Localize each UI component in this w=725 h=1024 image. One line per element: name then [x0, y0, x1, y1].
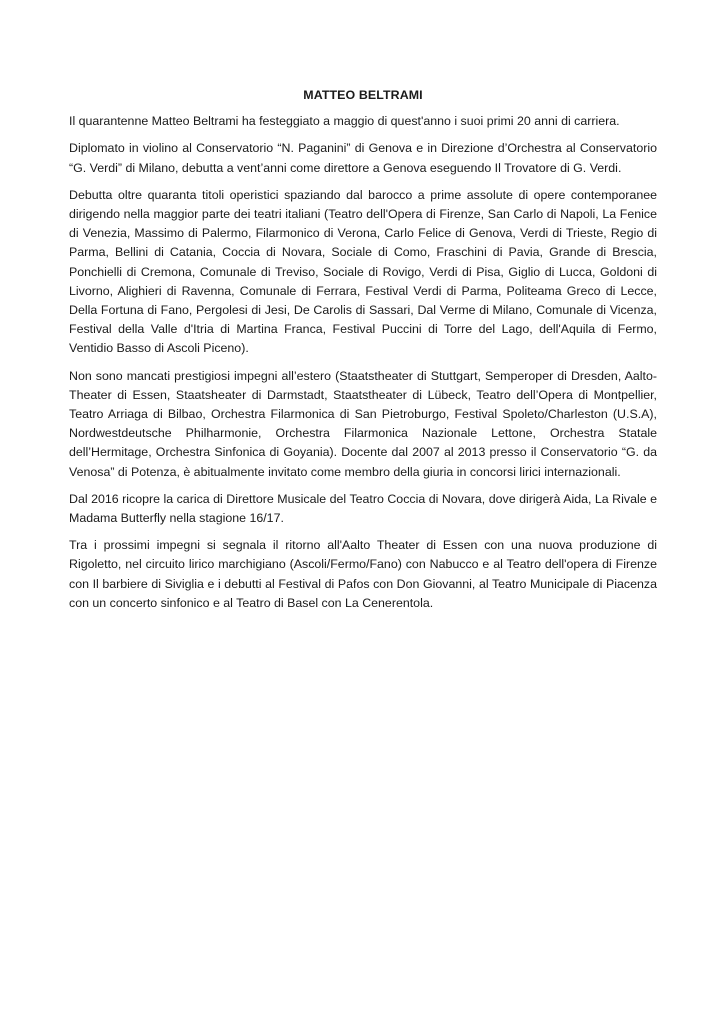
paragraph-novara: Dal 2016 ricopre la carica di Direttore Musicale del Teatro Coccia di Novara, dove dirigerà Aida, La Rivale e Madama Butterfly nella stagione 16/17. [69, 491, 657, 526]
paragraph-career-anniversary: Il quarantenne Matteo Beltrami ha festeggiato a maggio di quest'anno i suoi primi 20 anni di carriera. [69, 114, 620, 129]
paragraph-italian-theatres: Debutta oltre quaranta titoli operistici spaziando dal barocco a prime assolute di opere contemporanee dirigendo nella maggior parte dei teatri italiani (Teatro dell'Opera di Firenze, San Carlo di Napoli, La Fenice di Venezia, Massimo di Palermo, Filarmonico di Verona, Carlo Felice di Genova, Verdi di Trieste, Regio di Parma, Bellini di Catania, Coccia di Novara, Sociale di Como, Fraschini di Pavia, Grande di Brescia, Ponchielli di Cremona, Comunale di Treviso, Sociale di Rovigo, Verdi di Pisa, Giglio di Lucca, Goldoni di Livorno, Alighieri di Ravenna, Comunale di Ferrara, Festival Verdi di Parma, Politeama Greco di Lecce, Della Fortuna di Fano, Pergolesi di Jesi, De Carolis di Sassari, Dal Verme di Milano, Comunale di Vicenza, Festival della Valle d'Itria di Martina Franca, Festival Puccini di Torre del Lago, dell'Aquila di Fermo, Ventidio Basso di Ascoli Piceno). [69, 187, 657, 356]
paragraph-upcoming: Tra i prossimi impegni si segnala il ritorno all'Aalto Theater di Essen con una nuova produzione di Rigoletto, nel circuito lirico marchigiano (Ascoli/Fermo/Fano) con Nabucco e al Teatro dell'opera di Firenze con Il barbiere di Siviglia e i debutti al Festival di Pafos con Don Giovanni, al Teatro Municipale di Piacenza con un concerto sinfonico e al Teatro di Basel con La Cenerentola. [69, 538, 657, 610]
paragraph-education: Diplomato in violino al Conservatorio “N. Paganini” di Genova e in Direzione d’Orchestra al Conservatorio “G. Verdi” di Milano, debutta a vent’anni come direttore a Genova eseguendo Il Trovatore di G. Verdi. [69, 141, 657, 175]
document-page [69, 86, 657, 621]
document-title: MATTEO BELTRAMI [303, 88, 423, 102]
paragraph-international: Non sono mancati prestigiosi impegni all’estero (Staatstheater di Stuttgart, Semperoper di Dresden, Aalto-Theater di Essen, Staatsheater di Darmstadt, Staatstheater di Lübeck, Teatro dell’Opera di Montpellier, Teatro Arriaga di Bilbao, Orchestra Filarmonica di San Pietroburgo, Festival Spoleto/Charleston (U.S.A), Nordwestdeutsche Philharmonie, Orchestra Filarmonica Nazionale Lettone, Orchestra Statale dell’Hermitage, Orchestra Sinfonica di Goyania). Docente dal 2007 al 2013 presso il Conservatorio “G. da Venosa” di Potenza, è abitualmente invitato come membro della giuria in concorsi lirici internazionali. [69, 368, 657, 479]
